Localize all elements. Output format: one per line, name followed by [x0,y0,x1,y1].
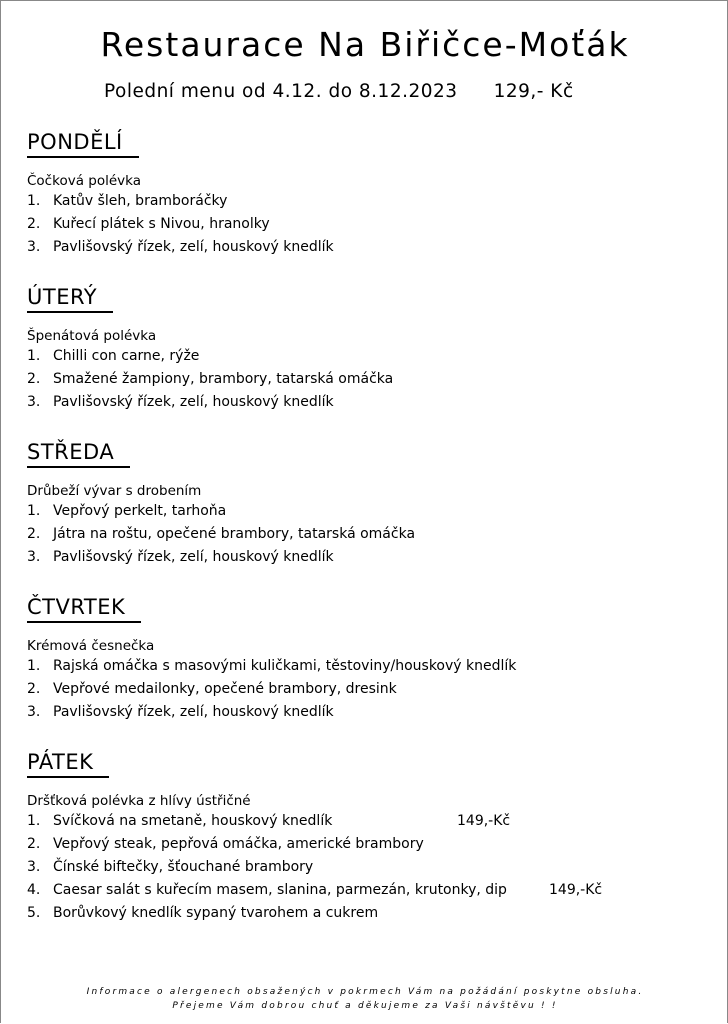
day-section-wednesday [27,439,707,569]
menu-item [27,810,707,833]
menu-item [27,190,707,213]
menu-item [27,902,707,925]
day-section-monday [27,129,707,259]
menu-item [27,523,707,546]
menu-item [27,655,707,678]
item-number: 3. [27,394,41,410]
item-text: Játra na roštu, opečené brambory, tatarská omáčka [53,526,416,542]
item-text: Pavlišovský řízek, zelí, houskový knedlík [53,704,334,720]
menu-subtitle [104,81,574,102]
soup-of-day: Drůbeží vývar s drobením [27,483,202,499]
menu-item [27,500,707,523]
day-section-friday [27,749,707,925]
item-number: 1. [27,503,41,519]
item-number: 2. [27,681,41,697]
soup-of-day: Krémová česnečka [27,638,155,654]
menu-item [27,833,707,856]
item-text: Chilli con carne, rýže [53,348,200,364]
menu-item [27,391,707,414]
item-text: Vepřový perkelt, tarhoňa [53,503,227,519]
menu-price: 129,- Kč [493,81,574,102]
soup-of-day: Špenátová polévka [27,328,157,344]
day-heading: ÚTERÝ [27,284,113,313]
item-price: 149,-Kč [549,882,603,898]
day-heading: ČTVRTEK [27,594,141,623]
item-number: 3. [27,704,41,720]
item-number: 4. [27,882,41,898]
menu-item [27,236,707,259]
allergen-footer [1,985,728,1013]
item-text: Pavlišovský řízek, zelí, houskový knedlík [53,394,334,410]
item-text: Katův šleh, bramboráčky [53,193,228,209]
restaurant-title: Restaurace Na Biřičce-Moťák [100,25,630,64]
item-text: Borůvkový knedlík sypaný tvarohem a cukrem [53,905,379,921]
item-number: 5. [27,905,41,921]
menu-item [27,701,707,724]
menu-item [27,678,707,701]
item-number: 3. [27,859,41,875]
item-text: Rajská omáčka s masovými kuličkami, těstoviny/houskový knedlík [53,658,517,674]
soup-of-day: Čočková polévka [27,173,141,189]
item-text: Smažené žampiony, brambory, tatarská omáčka [53,371,394,387]
item-text: Svíčková na smetaně, houskový knedlík [53,813,333,829]
item-text: Pavlišovský řízek, zelí, houskový knedlík [53,239,334,255]
menu-item [27,879,707,902]
menu-period: Polední menu od 4.12. do 8.12.2023 [104,81,458,102]
menu-item [27,213,707,236]
item-text: Pavlišovský řízek, zelí, houskový knedlík [53,549,334,565]
menu-item [27,368,707,391]
soup-of-day: Dršťková polévka z hlívy ústřičné [27,793,251,809]
day-section-thursday [27,594,707,724]
item-number: 1. [27,348,41,364]
item-number: 1. [27,813,41,829]
day-heading: PÁTEK [27,749,109,778]
item-number: 1. [27,193,41,209]
item-text: Vepřový steak, pepřová omáčka, americké brambory [53,836,424,852]
menu-item [27,546,707,569]
item-text: Kuřecí plátek s Nivou, hranolky [53,216,270,232]
item-text: Čínské biftečky, šťouchané brambory [53,859,314,875]
menu-item [27,345,707,368]
item-price: 149,-Kč [457,813,511,829]
item-number: 2. [27,836,41,852]
footer-thanks-note: Přejeme Vám dobrou chuť a děkujeme za Vaši návštěvu ! ! [172,1001,558,1011]
item-text: Caesar salát s kuřecím masem, slanina, parmezán, krutonky, dip [53,882,507,898]
day-section-tuesday [27,284,707,414]
footer-allergen-note: Informace o alergenech obsažených v pokrmech Vám na požádání poskytne obsluha. [86,987,644,997]
item-number: 1. [27,658,41,674]
day-heading: PONDĚLÍ [27,129,139,158]
item-number: 3. [27,239,41,255]
menu-item [27,856,707,879]
day-heading: STŘEDA [27,439,130,468]
item-text: Vepřové medailonky, opečené brambory, dresink [53,681,397,697]
item-number: 2. [27,216,41,232]
item-number: 2. [27,526,41,542]
item-number: 3. [27,549,41,565]
item-number: 2. [27,371,41,387]
